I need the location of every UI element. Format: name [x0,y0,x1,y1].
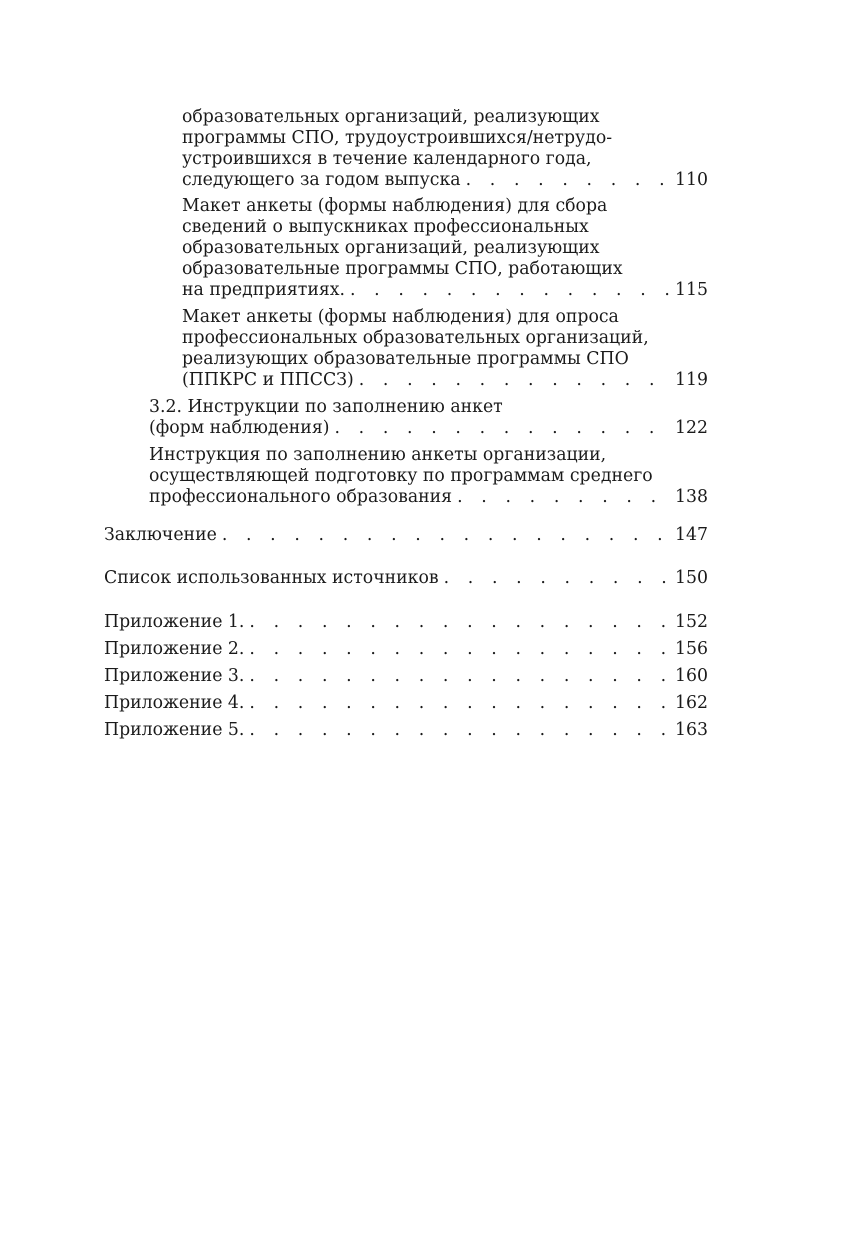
toc-entry-text-line: устроившихся в течение календарного года, [182,149,592,169]
page-number: 160 [675,666,708,686]
toc-entry-text-line: Макет анкеты (формы наблюдения) для опроса [182,307,619,327]
toc-entry-text-line: профессионального образования [149,487,453,507]
toc-entry-appendix-5[interactable] [104,720,708,741]
dot-leader [249,639,672,660]
page-number: 122 [675,418,708,438]
page-number: 119 [675,370,708,390]
toc-entry-text-line: сведений о выпускниках профессиональных [182,217,589,237]
dot-leader [222,525,672,546]
page-number: 162 [675,693,708,713]
dot-leader [334,418,672,439]
toc-entry-text-line: Инструкция по заполнению анкеты организации, [149,445,607,465]
toc-entry-text-line: Приложение 4. [104,693,245,713]
toc-entry-organization-questionnaire-instruction[interactable] [149,445,708,508]
dot-leader [444,568,672,589]
page-number: 110 [675,170,708,190]
toc-entry-text-line: профессиональных образовательных организаций, [182,328,649,348]
toc-entry-text-line: Приложение 2. [104,639,245,659]
toc-entry-appendix-2[interactable] [104,639,708,660]
page-number: 156 [675,639,708,659]
toc-entry-text-line: образовательные программы СПО, работающих [182,259,623,279]
toc-entry-appendix-4[interactable] [104,693,708,714]
page-number: 163 [675,720,708,740]
toc-entry-text-line: реализующих образовательные программы СПО [182,349,629,369]
dot-leader [359,370,672,391]
toc-entry-text-line: осуществляющей подготовку по программам среднего [149,466,653,486]
toc-entry-text-line: Приложение 3. [104,666,245,686]
toc-entry-text-line: образовательных организаций, реализующих [182,107,600,127]
toc-entry-text-line: программы СПО, трудоустроившихся/нетрудо- [182,128,613,148]
toc-entry-text-line: 3.2. Инструкции по заполнению анкет [149,397,503,417]
dot-leader [249,666,672,687]
toc-entry-sources[interactable] [104,568,708,589]
page-number: 152 [675,612,708,632]
toc-entry-survey-graduates-at-enterprises[interactable] [182,196,708,301]
dot-leader [249,720,672,741]
toc-entry-appendix-3[interactable] [104,666,708,687]
toc-entry-text-line: Список использованных источников [104,568,439,588]
toc-entry-section-3-2[interactable] [149,397,708,439]
toc-entry-conclusion[interactable] [104,525,708,546]
page-number: 115 [675,280,708,300]
page-number: 150 [675,568,708,588]
dot-leader [466,170,672,191]
toc-entry-appendix-1[interactable] [104,612,708,633]
toc-entry-text-line: следующего за годом выпуска [182,170,461,190]
toc-entry-text-line: Приложение 5. [104,720,245,740]
toc-entry-text-line: на предприятиях. [182,280,345,300]
dot-leader [249,693,672,714]
toc-entry-survey-organizations[interactable] [182,307,708,391]
toc-entry-text-line: Макет анкеты (формы наблюдения) для сбора [182,196,608,216]
page-number: 147 [675,525,708,545]
dot-leader [457,487,672,508]
toc-entry-text-line: (форм наблюдения) [149,418,330,438]
dot-leader [249,612,672,633]
dot-leader [350,280,672,301]
page-number: 138 [675,487,708,507]
toc-entry-text-line: Приложение 1. [104,612,245,632]
toc-entry-text-line: Заключение [104,525,217,545]
toc-entry-text-line: образовательных организаций, реализующих [182,238,600,258]
toc-entry-text-line: (ППКРС и ППССЗ) [182,370,354,390]
toc-entry-graduates-employment[interactable] [182,107,708,191]
